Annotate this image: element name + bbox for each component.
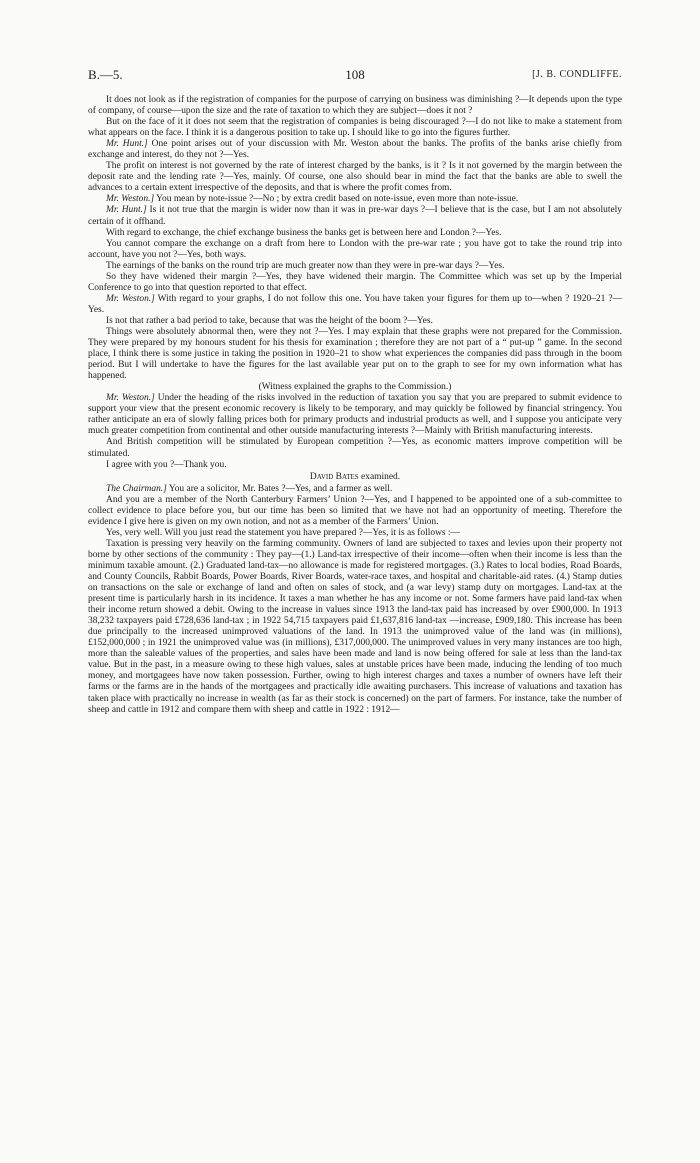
speaker-label: Mr. Weston.] (106, 293, 155, 304)
witness-header: [J. B. CONDLIFFE. (532, 69, 622, 80)
speaker-label: Mr. Weston.] (106, 393, 155, 404)
witness-name: David Bates (309, 471, 359, 482)
page-body (88, 95, 622, 716)
paragraph (88, 161, 622, 194)
paragraph (88, 316, 622, 327)
paragraph-text: Taxation is pressing very heavily on the farming community. Owners of land are subjected to taxes and levies upon their property not borne by other sections of the community : They pay—(1.) Land-tax irrespective of their income—often when their income is less than the minimum taxable amount. (2.) Graduated land-tax—no allowance is made for registered mortgages. (3.) Rates to local bodies, Road Boards, and County Councils, Rabbit Boards, Power Boards, River Boards, water-race taxes, and hospital and charitable-aid rates. (4.) Stamp duties on transactions on the sale or exchange of land and often on sales of stock, and (a war levy) stamp duty on mortgages. Land-tax at the present time is particularly harsh in its incidence. It taxes a man whether he has any income or not. Some farmers have paid land-tax when their income return showed a debit. Owing to the increase in values since 1913 the land-tax paid has increased by over £900,000. In 1913 38,232 taxpayers paid £728,636 land-tax ; in 1922 54,715 taxpayers paid £1,637,816 land-tax —increase, £909,180. This increase has been due principally to the increased unimproved valuations of the land. In 1913 the unimproved value of the land was (in millions), £152,000,000 ; in 1921 the unimproved value was (in millions), £317,000,000. The unimproved values in very many instances are too high, more than the saleable values of the properties, and sales have been made and land is now being offered for sale at less than the land-tax value. But in the past, in a measure owing to these high values, sales at unstable prices have been made, inducing the lending of too much money, and mortgagees have now taken possession. Further, owing to high interest charges and taxes a number of owners have left their farms or the farms are in the hands of the mortgagees and practically idle awaiting purchasers. This increase of valuations and taxation has taken place with practically no increase in wealth (as far as their stock is concerned) on the part of farmers. For instance, take the number of sheep and cattle in 1912 and compare them with sheep and cattle in 1922 : 1912— (88, 538, 622, 715)
paragraph (88, 239, 622, 261)
evidence-section-bates (88, 484, 622, 716)
paragraph (88, 539, 622, 716)
paragraph-text: The profit on interest is not governed by the rate of interest charged by the banks, is it ? Is it not governed by the margin between the deposit rate and the lending rate ?—Yes, mainly. Of course, one also should bear in mind the fact that the banks are able to swell the advances to a certain extent irrespective of the deposits, and that is where the profit comes from. (88, 161, 622, 194)
paragraph-text: You are a solicitor, Mr. Bates ?—Yes, and a farmer as well. (166, 483, 393, 494)
paragraph-text: The earnings of the banks on the round trip are much greater now than they were in pre-war days ?—Yes. (106, 260, 505, 271)
page-header (88, 66, 622, 84)
paragraph-text: So they have widened their margin ?—Yes, they have widened their margin. The Committee which was set up by the Imperial Conference to go into that question reported to that effect. (88, 271, 622, 293)
paragraph-text: (Witness explained the graphs to the Commission.) (258, 382, 452, 393)
speaker-label: Mr. Weston.] (106, 194, 155, 205)
page-number: 108 (345, 67, 365, 82)
evidence-section-condliffe (88, 95, 622, 471)
witness-heading (88, 472, 622, 483)
document-reference: B.—5. (88, 67, 123, 82)
paragraph (88, 139, 622, 161)
paragraph-text: It does not look as if the registration of companies for the purpose of carrying on business was diminishing ?—It depends upon the type of company, of course—upon the size and the rate of taxation to which they are subject—does it not ? (88, 95, 622, 117)
paragraph-text: And British competition will be stimulated by European competition ?—Yes, as economic matters improve competition will be stimulated. (88, 437, 622, 459)
paragraph-text: Is not that rather a bad period to take, because that was the height of the boom ?—Yes. (106, 315, 433, 326)
paragraph-text: But on the face of it it does not seem that the registration of companies is being discouraged ?—I do not like to make a statement from what appears on the face. I think it is a dangerous position to take up. I should like to go into the figures further. (88, 117, 622, 139)
paragraph-text: Yes, very well. Will you just read the statement you have prepared ?—Yes, it is as follows :— (106, 527, 460, 538)
speaker-label: The Chairman.] (106, 483, 167, 494)
paragraph-text: You cannot compare the exchange on a draft from here to London with the pre-war rate ; you have got to take the round trip into account, have you not ?—Yes, both ways. (88, 238, 622, 260)
paragraph (88, 327, 622, 382)
paragraph (88, 261, 622, 272)
paragraph (88, 228, 622, 239)
paragraph (88, 294, 622, 316)
paragraph (88, 460, 622, 471)
witness-heading-suffix: examined. (358, 471, 401, 482)
paragraph (88, 205, 622, 227)
paragraph (88, 382, 622, 393)
paragraph-text: One point arises out of your discussion with Mr. Weston about the banks. The profits of the banks arise chiefly from exchange and interest, do they not ?—Yes. (88, 139, 622, 161)
paragraph (88, 95, 622, 117)
paragraph (88, 484, 622, 495)
paragraph-text: Things were absolutely abnormal then, were they not ?—Yes. I may explain that these graphs were not prepared for the Commission. They were prepared by my honours student for his thesis for examination ; therefore they are not part of a “ put-up ” game. In the second place, I think there is some justice in taking the position in 1920–21 to show what experiences the companies did pass through in the boom period. But I will undertake to have the figures for the last available year put on to the graph to see for my own information what has happened. (88, 326, 622, 382)
paragraph-text: Is it not true that the margin is wider now than it was in pre-war days ?—I believe that is the case, but I am not absolutely certain of it offhand. (88, 205, 622, 227)
paragraph-text: With regard to your graphs, I do not follow this one. You have taken your figures for them up to—when ? 1920–21 ?—Yes. (88, 293, 623, 315)
paragraph-text: I agree with you ?—Thank you. (106, 459, 227, 470)
paragraph (88, 393, 622, 437)
paragraph-text: Under the heading of the risks involved in the reduction of taxation you say that you are prepared to submit evidence to support your view that the present economic recovery is likely to be temporary, and may quickly be followed by financial stringency. You rather anticipate an era of slowly falling prices both for primary products and industrial products as well, and I suppose you anticipate very much greater competition from continental and other outside manufacturing interests ?—Mainly with British manufacturing interests. (88, 393, 622, 437)
paragraph-text: You mean by note-issue ?—No ; by extra credit based on note-issue, even more than note-issue. (154, 194, 519, 205)
speaker-label: Mr. Hunt.] (106, 139, 148, 150)
paragraph (88, 528, 622, 539)
paragraph (88, 194, 622, 205)
paragraph-text: And you are a member of the North Canterbury Farmers’ Union ?—Yes, and I happened to be appointed one of a sub-committee to collect evidence to place before you, but our time has been so limited that we have not had an opportunity of meeting. Therefore the evidence I give here is given on my own notion, and not as a member of the Farmers’ Union. (88, 494, 622, 527)
paragraph (88, 437, 622, 459)
paragraph-text: With regard to exchange, the chief exchange business the banks get is between here and London ?—Yes. (106, 227, 502, 238)
paragraph (88, 272, 622, 294)
paragraph (88, 117, 622, 139)
paragraph (88, 495, 622, 528)
speaker-label: Mr. Hunt.] (106, 205, 147, 216)
